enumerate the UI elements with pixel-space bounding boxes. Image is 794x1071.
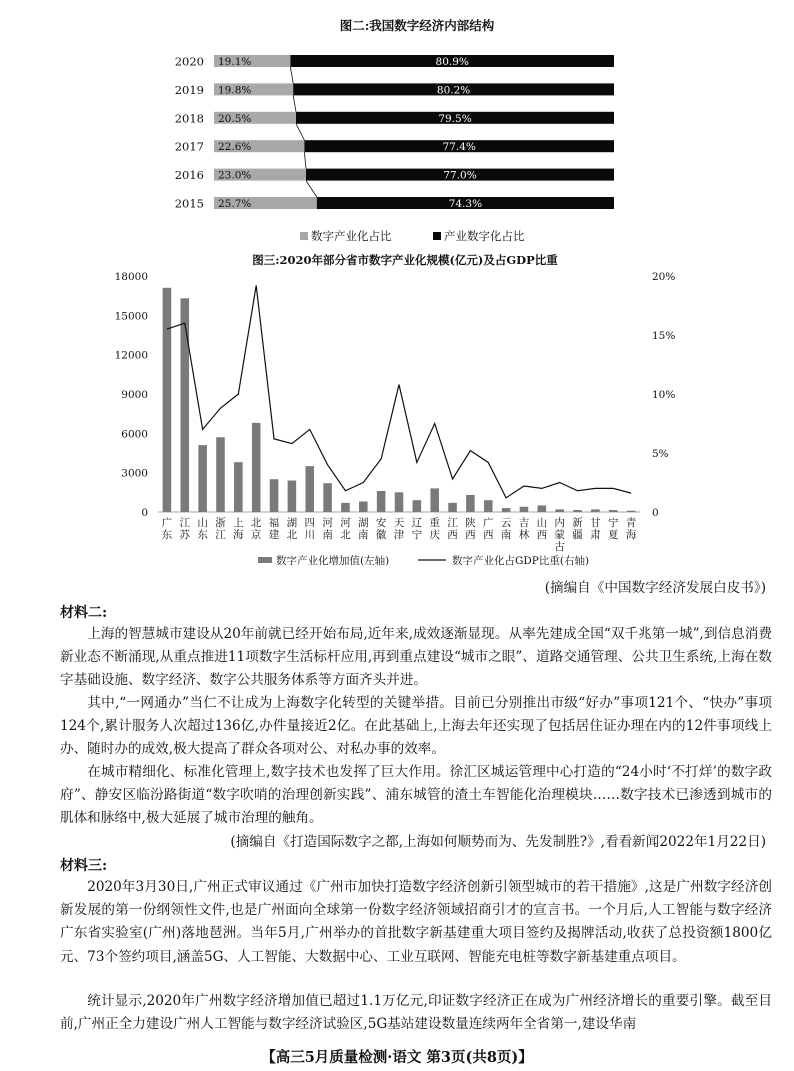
year-label: 2019 <box>174 82 204 97</box>
year-label: 2020 <box>174 54 204 69</box>
left-axis-tick: 0 <box>141 507 148 519</box>
material3-paragraph-1: 2020年3月30日,广州正式审议通过《广州市加快打造数字经济创新引领型城市的若干措施》,这是广州数字经济创新发展的第一份纲领性文件,也是广州面向全球第一份数字经济领域招商引才的宣言书。一个月后,人工智能与数字经济广东省实验室(广州)落地琶洲。当年5月,广州举办的首批数字新基建重大项目签约及揭牌活动,收获了总投资额1800亿元、73个签约项目,涵盖5G、人工智能、大数据中心、工业互联网、智能充电桩等数字新基建重点项目。 <box>60 879 772 965</box>
bar-value-added <box>466 495 475 512</box>
right-axis-tick: 5% <box>652 448 669 460</box>
category-label: 湖南 <box>358 517 369 541</box>
category-label: 江苏 <box>179 517 191 541</box>
category-label: 河南 <box>322 517 333 541</box>
year-label: 2015 <box>174 196 204 211</box>
legend-swatch-digital-industrialization <box>300 232 308 240</box>
bar-value-added <box>270 479 279 512</box>
legend-label-gdp-share: 数字产业化占GDP比重(右轴) <box>452 555 590 567</box>
bar-value-added <box>198 445 207 512</box>
material3-paragraph-2: 统计显示,2020年广州数字经济增加值已超过1.1万亿元,印证数字经济正在成为广州经济增长的重要引擎。截至目前,广州正全力建设广州人工智能与数字经济试验区,5G基站建设数量连续两年全省第一,建设华南 <box>60 993 772 1033</box>
bar-value-added <box>323 483 332 512</box>
figure-source: (摘编自《中国数字经济发展白皮书》) <box>544 580 766 596</box>
legend-label-industrial-digitalization: 产业数字化占比 <box>444 229 525 243</box>
bar-value-added <box>395 492 404 512</box>
bar-value-added <box>484 500 493 512</box>
bar-value-added <box>163 288 172 512</box>
bar-value-added <box>252 423 261 512</box>
category-label: 福建 <box>268 517 280 541</box>
material2-source: (摘编自《打造国际数字之都,上海如何顺势而为、先发制胜?》,看看新闻2022年1月22日) <box>230 834 766 850</box>
category-label: 安徽 <box>375 517 387 541</box>
category-label: 广西 <box>483 517 494 541</box>
year-label: 2018 <box>174 111 204 126</box>
data-label-industrial-digitalization: 79.5% <box>438 112 472 125</box>
bar-value-added <box>591 509 600 512</box>
bar-value-added <box>555 509 564 512</box>
series-connector <box>306 181 317 197</box>
right-axis-tick: 15% <box>652 330 676 342</box>
category-label: 四川 <box>304 517 315 541</box>
data-label-industrial-digitalization: 74.3% <box>448 198 483 210</box>
figure2-title: 图二:我国数字经济内部结构 <box>339 18 495 33</box>
left-axis-tick: 15000 <box>114 310 148 323</box>
left-axis-tick: 9000 <box>121 389 148 401</box>
right-axis-tick: 0 <box>652 507 659 519</box>
bar-value-added <box>520 507 529 512</box>
material3-heading: 材料三: <box>60 858 108 874</box>
material2-paragraph-3: 在城市精细化、标准化管理上,数字技术也发挥了巨大作用。徐汇区城运管理中心打造的“24小时‘不打烊’的数字政府”、静安区临汾路街道“数字吹哨的治理创新实践”、浦东城管的渣土车智能化治理模块……数字技术已渗透到城市的肌体和脉络中,极大延展了城市治理的触角。 <box>60 764 772 827</box>
data-label-digital-industrialization: 19.8% <box>218 84 252 97</box>
bar-value-added <box>448 503 457 512</box>
year-label: 2017 <box>174 139 204 154</box>
material2-heading: 材料二: <box>60 605 108 621</box>
data-label-industrial-digitalization: 80.9% <box>435 56 469 68</box>
bar-value-added <box>609 510 618 512</box>
category-label: 山东 <box>197 517 208 541</box>
category-label: 甘肃 <box>590 517 601 541</box>
category-label: 上海 <box>233 517 244 541</box>
figure3 <box>0 250 794 574</box>
series-connector <box>296 124 304 140</box>
figure2-chart <box>0 0 794 250</box>
legend-swatch-industrial-digitalization <box>433 232 441 240</box>
right-axis-tick: 20% <box>652 271 676 283</box>
category-label: 浙江 <box>215 517 226 541</box>
bar-value-added <box>341 503 350 512</box>
category-label: 辽宁 <box>411 517 423 541</box>
data-label-digital-industrialization: 20.5% <box>218 112 252 125</box>
left-axis-tick: 12000 <box>114 349 148 362</box>
figure2 <box>0 0 794 250</box>
material2-paragraph-1: 上海的智慧城市建设从20年前就已经开始布局,近年来,成效逐渐显现。从率先建成全国“双千兆第一城”,到信息消费新业态不断涌现,从重点推进11项数字生活标杆应用,再到重点建设“城市之眼”、道路交通管理、公共卫生系统,上海在数字基础设施、数字经济、数字公共服务体系等方面齐头并进。 <box>60 626 772 689</box>
category-label: 重庆 <box>429 517 440 541</box>
legend-label-value-added: 数字产业化增加值(左轴) <box>276 555 390 567</box>
series-connector <box>293 95 296 111</box>
data-label-digital-industrialization: 23.0% <box>218 169 252 182</box>
data-label-digital-industrialization: 22.6% <box>218 141 252 154</box>
year-label: 2016 <box>174 168 204 183</box>
bar-value-added <box>288 481 297 512</box>
figure3-title: 图三:2020年部分省市数字产业化规模(亿元)及占GDP比重 <box>252 253 558 267</box>
series-connector <box>304 152 306 168</box>
category-label: 河北 <box>340 517 351 541</box>
category-label: 云南 <box>500 517 512 541</box>
category-label: 青海 <box>625 517 637 541</box>
category-label: 北京 <box>250 517 262 541</box>
left-axis-tick: 3000 <box>121 467 148 480</box>
category-label: 天津 <box>393 517 405 541</box>
data-label-industrial-digitalization: 77.4% <box>442 141 476 154</box>
data-label-industrial-digitalization: 77.0% <box>443 169 477 182</box>
category-label: 陕西 <box>465 517 476 541</box>
page-footer: 【高三5月质量检测·语文 第3页(共8页)】 <box>261 1049 533 1066</box>
bar-value-added <box>627 511 636 512</box>
data-label-digital-industrialization: 19.1% <box>218 56 252 68</box>
category-label: 江西 <box>447 517 458 541</box>
bar-value-added <box>305 466 314 512</box>
bar-value-added <box>538 505 547 512</box>
data-label-industrial-digitalization: 80.2% <box>436 84 471 97</box>
material2-paragraph-2: 其中,“一网通办”当仁不让成为上海数字化转型的关键举措。目前已分别推出市级“好办”事项121个、“快办”事项124个,累计服务人次超过136亿,办件量接近2亿。在此基础上,上海去年还实现了包括居住证办理在内的12件事项线上办、随时办的成效,极大提高了群众各项对公、对私办事的效率。 <box>60 695 772 758</box>
category-label: 宁夏 <box>607 517 619 541</box>
series-connector <box>290 67 293 83</box>
data-label-digital-industrialization: 25.7% <box>218 198 252 210</box>
category-label: 广东 <box>161 517 173 541</box>
bar-value-added <box>234 462 243 512</box>
category-label: 山西 <box>536 517 548 541</box>
bar-value-added <box>430 488 439 512</box>
bar-value-added <box>216 437 225 512</box>
category-label: 湖北 <box>286 517 298 541</box>
bar-value-added <box>413 500 422 512</box>
category-label: 新疆 <box>572 517 583 541</box>
right-axis-tick: 10% <box>652 389 676 401</box>
left-axis-tick: 6000 <box>121 428 148 441</box>
category-label: 内蒙古 <box>554 517 565 553</box>
bar-value-added <box>573 510 582 512</box>
bar-value-added <box>180 298 189 512</box>
category-label: 吉林 <box>518 517 530 541</box>
bar-value-added <box>502 508 511 512</box>
figure3-chart <box>0 250 794 574</box>
left-axis-tick: 18000 <box>114 271 148 283</box>
bar-value-added <box>359 502 368 512</box>
legend-swatch-value-added <box>258 557 272 563</box>
bar-value-added <box>377 491 386 512</box>
legend-label-digital-industrialization: 数字产业化占比 <box>311 229 392 243</box>
